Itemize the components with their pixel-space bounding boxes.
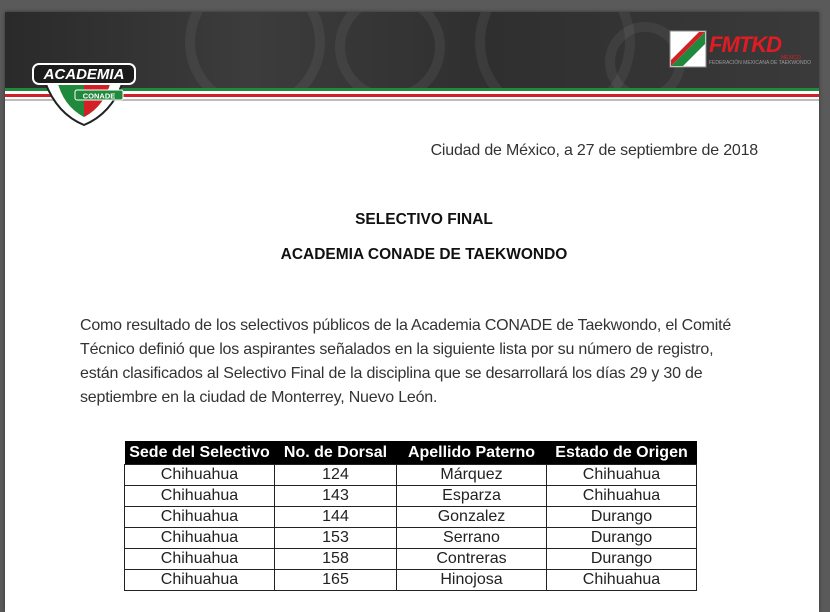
cell-surname: Gonzalez [397, 507, 547, 528]
fmtkd-emblem-icon [669, 30, 707, 68]
letter-subtitle: ACADEMIA CONADE DE TAEKWONDO [280, 246, 568, 263]
cell-bib: 124 [275, 465, 397, 486]
body-line: septiembre en la ciudad de Monterrey, Nuevo León. [80, 389, 438, 406]
cell-venue: Chihuahua [125, 507, 275, 528]
letter-date: Ciudad de México, a 27 de septiembre de 2018 [430, 142, 758, 159]
table-row [125, 486, 697, 507]
table-row [125, 507, 697, 528]
cell-surname: Márquez [397, 465, 547, 486]
cell-bib: 144 [275, 507, 397, 528]
body-line: están clasificados al Selectivo Final de la disciplina que se desarrollará los días 29 y 30 de [80, 365, 703, 382]
fmtkd-logo-text: FMTKD [709, 32, 781, 57]
cell-venue: Chihuahua [125, 486, 275, 507]
conade-logo-text: CONADE [82, 91, 116, 101]
cell-state: Chihuahua [547, 486, 697, 507]
body-line: Como resultado de los selectivos públicos de la Academia CONADE de Taekwondo, el Comité [80, 317, 732, 334]
athletes-table [124, 441, 697, 591]
letter-body [80, 314, 770, 410]
cell-state: Durango [547, 507, 697, 528]
cell-venue: Chihuahua [125, 549, 275, 570]
cell-venue: Chihuahua [125, 570, 275, 591]
cell-venue: Chihuahua [125, 465, 275, 486]
cell-bib: 158 [275, 549, 397, 570]
cell-bib: 143 [275, 486, 397, 507]
letter-title: SELECTIVO FINAL [355, 211, 493, 228]
table-row [125, 570, 697, 591]
cell-surname: Esparza [397, 486, 547, 507]
cell-state: Chihuahua [547, 465, 697, 486]
cell-surname: Contreras [397, 549, 547, 570]
cell-bib: 165 [275, 570, 397, 591]
fmtkd-logo [669, 30, 812, 82]
cell-state: Chihuahua [547, 570, 697, 591]
fmtkd-country-text: MÉXICO [781, 55, 801, 61]
table-row [125, 528, 697, 549]
body-line: Técnico definió que los aspirantes señalados en la siguiente lista por su número de registro, [80, 341, 714, 358]
cell-state: Durango [547, 528, 697, 549]
document-page [5, 12, 819, 612]
academia-logo-text: ACADEMIA [43, 66, 125, 83]
cell-surname: Hinojosa [397, 570, 547, 591]
table-row [125, 465, 697, 486]
cell-state: Durango [547, 549, 697, 570]
cell-bib: 153 [275, 528, 397, 549]
cell-venue: Chihuahua [125, 528, 275, 549]
column-header-state: Estado de Origen [547, 441, 697, 465]
table-row [125, 549, 697, 570]
cell-surname: Serrano [397, 528, 547, 549]
fmtkd-subtitle-text: FEDERACIÓN MEXICANA DE TAEKWONDO [709, 60, 812, 66]
academia-conade-logo [31, 50, 137, 126]
column-header-venue: Sede del Selectivo [125, 441, 275, 465]
table-header-row [125, 441, 697, 465]
column-header-bib: No. de Dorsal [275, 441, 397, 465]
column-header-surname: Apellido Paterno [397, 441, 547, 465]
